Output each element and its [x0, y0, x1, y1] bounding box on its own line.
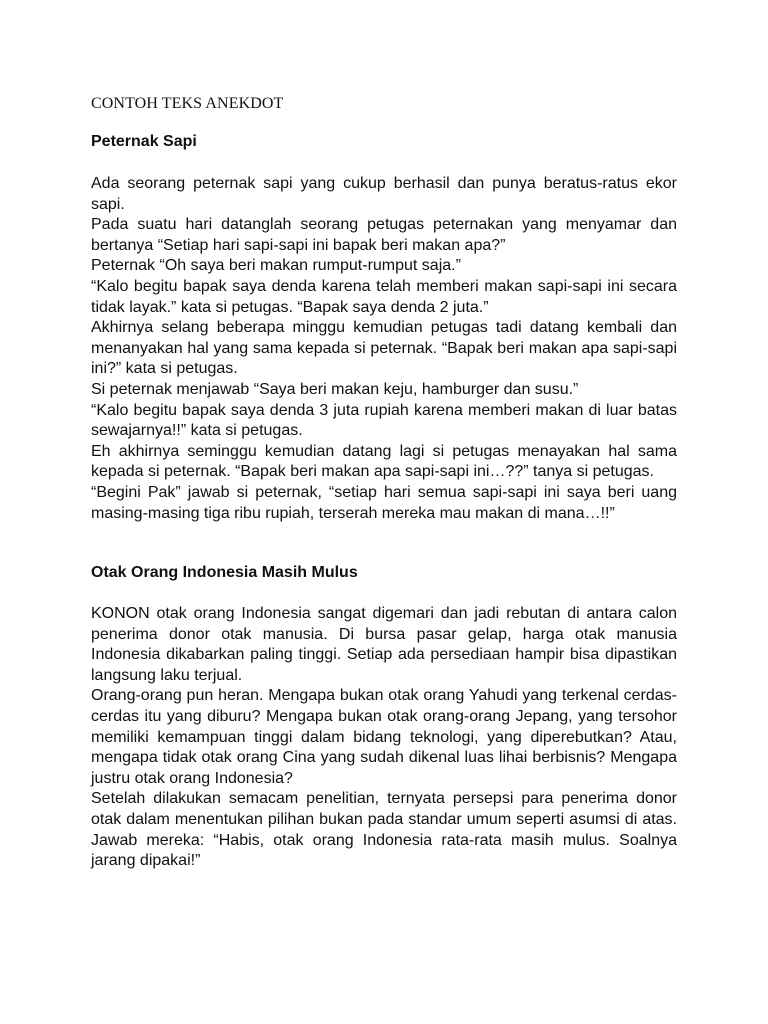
paragraph: Peternak “Oh saya beri makan rumput-rumput saja.”: [91, 257, 461, 275]
document-page: [91, 93, 677, 872]
paragraph: Si peternak menjawab “Saya beri makan keju, hamburger dan susu.”: [91, 380, 579, 398]
document-title: CONTOH TEKS ANEKDOT: [91, 95, 284, 112]
paragraph: KONON otak orang Indonesia sangat digemari dan jadi rebutan di antara calon penerima donor otak manusia. Di bursa pasar gelap, harga otak manusia Indonesia dikabarkan paling tinggi. Setiap ada persediaan hampir bisa dipastikan langsung laku terjual.: [91, 605, 677, 684]
story-title: Peternak Sapi: [91, 133, 197, 150]
paragraph: “Kalo begitu bapak saya denda 3 juta rupiah karena memberi makan di luar batas sewajarnya!!” kata si petugas.: [91, 401, 677, 440]
story-body: [91, 174, 677, 524]
story-otak-orang-indonesia: [91, 562, 677, 872]
paragraph: “Kalo begitu bapak saya denda karena telah memberi makan sapi-sapi ini secara tidak layak.” kata si petugas. “Bapak saya denda 2 juta.”: [91, 277, 677, 316]
paragraph: “Begini Pak” jawab si peternak, “setiap hari semua sapi-sapi ini saya beri uang masing-masing tiga ribu rupiah, terserah mereka mau makan di mana…!!”: [91, 483, 677, 522]
paragraph: Setelah dilakukan semacam penelitian, ternyata persepsi para penerima donor otak dalam menentukan pilihan bukan pada standar umum seperti asumsi di atas. Jawab mereka: “Habis, otak orang Indonesia rata-rata masih mulus. Soalnya jarang dipakai!”: [91, 790, 677, 870]
story-peternak-sapi: [91, 131, 677, 524]
paragraph: Orang-orang pun heran. Mengapa bukan otak orang Yahudi yang terkenal cerdas-cerdas itu yang diburu? Mengapa bukan otak orang-orang Jepang, yang tersohor memiliki kemampuan tinggi dalam bidang teknologi, yang diperebutkan? Atau, mengapa tidak otak orang Cina yang sudah dikenal luas lihai berbisnis? Mengapa justru otak orang Indonesia?: [91, 687, 677, 787]
paragraph: Eh akhirnya seminggu kemudian datang lagi si petugas menayakan hal sama kepada si peternak. “Bapak beri makan apa sapi-sapi ini…??” tanya si petugas.: [91, 442, 677, 481]
story-body: [91, 604, 677, 872]
paragraph: Ada seorang peternak sapi yang cukup berhasil dan punya beratus-ratus ekor sapi.: [91, 175, 677, 213]
paragraph: Akhirnya selang beberapa minggu kemudian petugas tadi datang kembali dan menanyakan hal yang sama kepada si peternak. “Bapak beri makan apa sapi-sapi ini?” kata si petugas.: [91, 319, 677, 378]
paragraph: Pada suatu hari datanglah seorang petugas peternakan yang menyamar dan bertanya “Setiap hari sapi-sapi ini bapak beri makan apa?”: [91, 216, 677, 254]
story-title: Otak Orang Indonesia Masih Mulus: [91, 564, 358, 582]
